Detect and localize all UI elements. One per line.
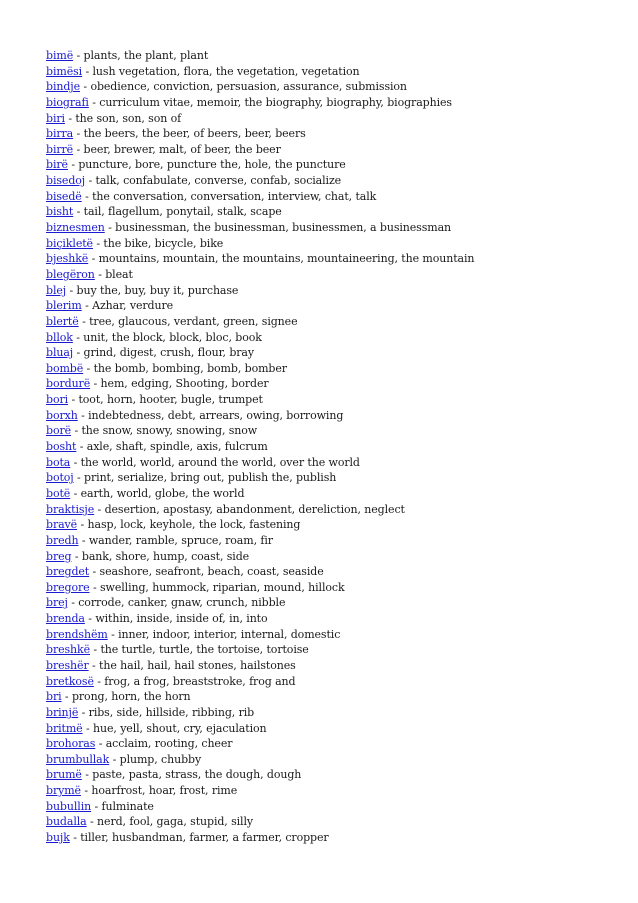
entry-definition: desertion, apostasy, abandonment, dereliction, neglect <box>104 502 405 516</box>
entry-word-link[interactable]: bjeshkë <box>46 252 89 266</box>
entry-separator: - <box>67 158 79 172</box>
entry-definition: axle, shaft, spindle, axis, fulcrum <box>86 440 268 454</box>
entry-separator: - <box>78 705 89 719</box>
entry-definition: the son, son, son of <box>75 111 182 125</box>
entry-separator: - <box>73 471 85 485</box>
entry-definition: indebtedness, debt, arrears, owing, borrowing <box>88 408 344 422</box>
dictionary-entry <box>46 721 616 737</box>
dictionary-entry <box>46 173 616 189</box>
entry-word-link[interactable]: brumbullak <box>46 752 110 766</box>
entry-word-link[interactable]: brumë <box>46 768 82 782</box>
entry-separator: - <box>81 768 93 782</box>
entry-separator: - <box>83 361 94 375</box>
dictionary-entry <box>46 204 616 220</box>
entry-definition: wander, ramble, spruce, roam, fir <box>88 533 273 547</box>
entry-definition: toot, horn, hooter, bugle, trumpet <box>78 393 263 407</box>
dictionary-entry <box>46 689 616 705</box>
entry-separator: - <box>88 95 100 109</box>
entry-separator: - <box>88 252 99 266</box>
dictionary-entry <box>46 455 616 471</box>
dictionary-entry <box>46 486 616 502</box>
dictionary-entry <box>46 423 616 439</box>
entry-separator: - <box>73 205 84 219</box>
entry-definition: within, inside, inside of, in, into <box>95 612 268 626</box>
entry-word-link[interactable]: bujk <box>46 831 70 845</box>
dictionary-entry <box>46 220 616 236</box>
dictionary-entry <box>46 330 616 346</box>
entry-definition: the bomb, bombing, bomb, bomber <box>93 361 287 375</box>
dictionary-entry <box>46 611 616 627</box>
entry-word-link[interactable]: brenda <box>46 612 85 626</box>
entry-word-link[interactable]: bregore <box>46 580 90 594</box>
entry-definition: the hail, hail, hail stones, hailstones <box>99 658 296 672</box>
dictionary-entry <box>46 470 616 486</box>
entry-definition: seashore, seafront, beach, coast, seaside <box>99 565 324 579</box>
entry-word-link[interactable]: botoj <box>46 471 74 485</box>
entry-separator: - <box>67 596 79 610</box>
dictionary-entry <box>46 298 616 314</box>
entry-definition: paste, pasta, strass, the dough, dough <box>92 768 302 782</box>
entry-word-link[interactable]: blertë <box>46 314 79 328</box>
dictionary-entry <box>46 752 616 768</box>
entry-separator: - <box>73 346 84 360</box>
dictionary-entry <box>46 157 616 173</box>
entry-separator: - <box>90 377 101 391</box>
dictionary-entry <box>46 79 616 95</box>
entry-word-link[interactable]: biri <box>46 111 65 125</box>
dictionary-entry <box>46 517 616 533</box>
dictionary-entry <box>46 251 616 267</box>
entry-word-link[interactable]: bri <box>46 690 62 704</box>
entry-separator: - <box>84 612 96 626</box>
entry-definition: corrode, canker, gnaw, crunch, nibble <box>78 596 286 610</box>
dictionary-entry <box>46 236 616 252</box>
entry-separator: - <box>68 393 79 407</box>
entry-definition: earth, world, globe, the world <box>80 486 245 500</box>
entry-separator: - <box>80 784 92 798</box>
entry-definition: acclaim, rooting, cheer <box>105 737 233 751</box>
dictionary-entry <box>46 502 616 518</box>
entry-word-link[interactable]: blerim <box>46 299 82 313</box>
entry-word-link[interactable]: brohoras <box>46 737 96 751</box>
entry-separator: - <box>85 174 96 188</box>
dictionary-entry <box>46 627 616 643</box>
entry-definition: puncture, bore, puncture the, hole, the puncture <box>78 158 346 172</box>
entry-separator: - <box>71 424 82 438</box>
entry-word-link[interactable]: brymë <box>46 784 81 798</box>
entry-definition: tree, glaucous, verdant, green, signee <box>89 314 298 328</box>
entry-separator: - <box>66 283 77 297</box>
entry-word-link[interactable]: budalla <box>46 815 87 829</box>
entry-word-link[interactable]: brej <box>46 596 68 610</box>
entry-definition: talk, confabulate, converse, confab, socialize <box>95 174 342 188</box>
dictionary-entry <box>46 189 616 205</box>
entry-word-link[interactable]: borë <box>46 424 72 438</box>
entry-definition: mountains, mountain, the mountains, mountaineering, the mountain <box>98 252 475 266</box>
entry-word-link[interactable]: bubullin <box>46 799 92 813</box>
entry-definition: the bike, bicycle, bike <box>103 236 224 250</box>
dictionary-entry <box>46 549 616 565</box>
dictionary-entry <box>46 580 616 596</box>
entry-definition: the beers, the beer, of beers, beer, beers <box>83 127 306 141</box>
entry-separator: - <box>82 64 93 78</box>
entry-word-link[interactable]: bota <box>46 455 71 469</box>
entry-separator: - <box>61 690 72 704</box>
entry-separator: - <box>78 314 90 328</box>
entry-separator: - <box>109 752 120 766</box>
entry-separator: - <box>104 221 116 235</box>
entry-separator: - <box>78 533 89 547</box>
entry-definition: buy the, buy, buy it, purchase <box>76 283 239 297</box>
dictionary-entry <box>46 783 616 799</box>
entry-definition: plants, the plant, plant <box>83 49 209 62</box>
entry-separator: - <box>88 658 100 672</box>
dictionary-entry <box>46 267 616 283</box>
entry-definition: lush vegetation, flora, the vegetation, vegetation <box>92 64 360 78</box>
entry-word-link[interactable]: botë <box>46 486 71 500</box>
entry-word-link[interactable]: breshër <box>46 658 89 672</box>
entry-separator: - <box>107 627 119 641</box>
dictionary-entry <box>46 767 616 783</box>
dictionary-entry <box>46 345 616 361</box>
dictionary-entry <box>46 64 616 80</box>
entry-definition: the conversation, conversation, interview, chat, talk <box>92 189 377 203</box>
entry-definition: inner, indoor, interior, internal, domestic <box>118 627 341 641</box>
entry-separator: - <box>70 455 81 469</box>
entry-separator: - <box>81 299 93 313</box>
entry-word-link[interactable]: braktisje <box>46 502 95 516</box>
entry-definition: swelling, hummock, riparian, mound, hillock <box>99 580 345 594</box>
entry-word-link[interactable]: bordurë <box>46 377 91 391</box>
entry-word-link[interactable]: breg <box>46 549 72 563</box>
entry-separator: - <box>92 236 104 250</box>
dictionary-entry <box>46 283 616 299</box>
entry-separator: - <box>76 440 87 454</box>
entry-definition: hue, yell, shout, cry, ejaculation <box>93 721 267 735</box>
dictionary-entry <box>46 439 616 455</box>
entry-word-link[interactable]: brendshëm <box>46 627 108 641</box>
dictionary-entry <box>46 126 616 142</box>
dictionary-entry <box>46 48 616 64</box>
entry-word-link[interactable]: biçikletë <box>46 236 93 250</box>
entry-word-link[interactable]: birrë <box>46 142 74 156</box>
dictionary-entry <box>46 408 616 424</box>
dictionary-entry <box>46 814 616 830</box>
dictionary-entry <box>46 564 616 580</box>
entry-separator: - <box>71 549 82 563</box>
dictionary-entry <box>46 376 616 392</box>
entry-definition: print, serialize, bring out, publish the, publish <box>84 471 337 485</box>
entry-word-link[interactable]: bosht <box>46 440 77 454</box>
dictionary-page <box>46 48 616 846</box>
entry-definition: unit, the block, block, bloc, book <box>83 330 262 344</box>
entry-separator: - <box>82 721 94 735</box>
entry-definition: frog, a frog, breaststroke, frog and <box>104 674 296 688</box>
entry-definition: fulminate <box>101 799 154 813</box>
entry-word-link[interactable]: birra <box>46 127 74 141</box>
entry-separator: - <box>73 127 84 141</box>
entry-definition: prong, horn, the horn <box>71 690 191 704</box>
dictionary-entry <box>46 674 616 690</box>
entry-separator: - <box>77 408 89 422</box>
entry-word-link[interactable]: blej <box>46 283 67 297</box>
entry-separator: - <box>89 580 100 594</box>
dictionary-entry <box>46 830 616 846</box>
entry-definition: obedience, conviction, persuasion, assurance, submission <box>90 80 407 94</box>
entry-separator: - <box>73 142 84 156</box>
entry-word-link[interactable]: bindje <box>46 80 81 94</box>
entry-separator: - <box>81 189 93 203</box>
entry-word-link[interactable]: birë <box>46 158 68 172</box>
entry-definition: tail, flagellum, ponytail, stalk, scape <box>83 205 282 219</box>
entry-word-link[interactable]: bretkosë <box>46 674 94 688</box>
dictionary-entry <box>46 533 616 549</box>
entry-word-link[interactable]: breshkë <box>46 643 91 657</box>
entry-definition: grind, digest, crush, flour, bray <box>83 346 254 360</box>
dictionary-entry <box>46 361 616 377</box>
entry-word-link[interactable]: bombë <box>46 361 84 375</box>
entry-definition: curriculum vitae, memoir, the biography, biography, biographies <box>99 95 452 109</box>
entry-word-link[interactable]: bori <box>46 393 69 407</box>
entry-definition: tiller, husbandman, farmer, a farmer, cropper <box>80 831 329 845</box>
entry-definition: hoarfrost, hoar, frost, rime <box>91 784 238 798</box>
entry-word-link[interactable]: bregdet <box>46 565 90 579</box>
dictionary-entry <box>46 314 616 330</box>
entry-separator: - <box>91 799 102 813</box>
entry-separator: - <box>70 486 81 500</box>
entry-word-link[interactable]: biografi <box>46 95 89 109</box>
entry-definition: hasp, lock, keyhole, the lock, fastening <box>87 518 301 532</box>
entry-separator: - <box>80 80 91 94</box>
entry-word-link[interactable]: bimë <box>46 49 74 62</box>
entry-separator: - <box>73 49 84 62</box>
entry-word-link[interactable]: bravë <box>46 518 78 532</box>
entry-separator: - <box>72 330 84 344</box>
dictionary-entry <box>46 392 616 408</box>
dictionary-entry <box>46 595 616 611</box>
entry-word-link[interactable]: bisedë <box>46 189 82 203</box>
entry-definition: bleat <box>105 267 133 281</box>
entry-word-link[interactable]: borxh <box>46 408 78 422</box>
entry-definition: ribs, side, hillside, ribbing, rib <box>88 705 255 719</box>
entry-word-link[interactable]: bisht <box>46 205 74 219</box>
entry-word-link[interactable]: brinjë <box>46 705 79 719</box>
entry-separator: - <box>94 267 106 281</box>
entry-word-link[interactable]: blegëron <box>46 267 95 281</box>
entry-word-link[interactable]: bredh <box>46 533 79 547</box>
dictionary-entry <box>46 705 616 721</box>
entry-definition: the snow, snowy, snowing, snow <box>81 424 258 438</box>
entry-definition: the turtle, turtle, the tortoise, tortoise <box>100 643 309 657</box>
entry-definition: nerd, fool, gaga, stupid, silly <box>97 815 254 829</box>
entry-word-link[interactable]: bimësi <box>46 64 83 78</box>
entry-definition: beer, brewer, malt, of beer, the beer <box>83 142 281 156</box>
entry-word-link[interactable]: bluaj <box>46 346 74 360</box>
dictionary-entry <box>46 642 616 658</box>
dictionary-entry <box>46 142 616 158</box>
entry-separator: - <box>90 643 101 657</box>
entry-separator: - <box>69 831 81 845</box>
dictionary-entry <box>46 658 616 674</box>
entry-definition: Azhar, verdure <box>92 299 174 313</box>
entry-separator: - <box>93 674 105 688</box>
entry-separator: - <box>77 518 88 532</box>
entry-definition: plump, chubby <box>119 752 202 766</box>
entry-list <box>46 48 616 846</box>
entry-separator: - <box>89 565 100 579</box>
entry-definition: hem, edging, Shooting, border <box>100 377 269 391</box>
dictionary-entry <box>46 799 616 815</box>
entry-word-link[interactable]: bllok <box>46 330 73 344</box>
dictionary-entry <box>46 736 616 752</box>
entry-word-link[interactable]: bisedoj <box>46 174 86 188</box>
entry-definition: bank, shore, hump, coast, side <box>81 549 250 563</box>
entry-separator: - <box>95 737 106 751</box>
entry-word-link[interactable]: britmë <box>46 721 83 735</box>
entry-separator: - <box>64 111 76 125</box>
dictionary-entry <box>46 95 616 111</box>
entry-separator: - <box>86 815 98 829</box>
entry-word-link[interactable]: biznesmen <box>46 221 105 235</box>
entry-definition: businessman, the businessman, businessmen, a businessman <box>115 221 452 235</box>
entry-separator: - <box>94 502 105 516</box>
dictionary-entry <box>46 111 616 127</box>
entry-definition: the world, world, around the world, over the world <box>80 455 360 469</box>
